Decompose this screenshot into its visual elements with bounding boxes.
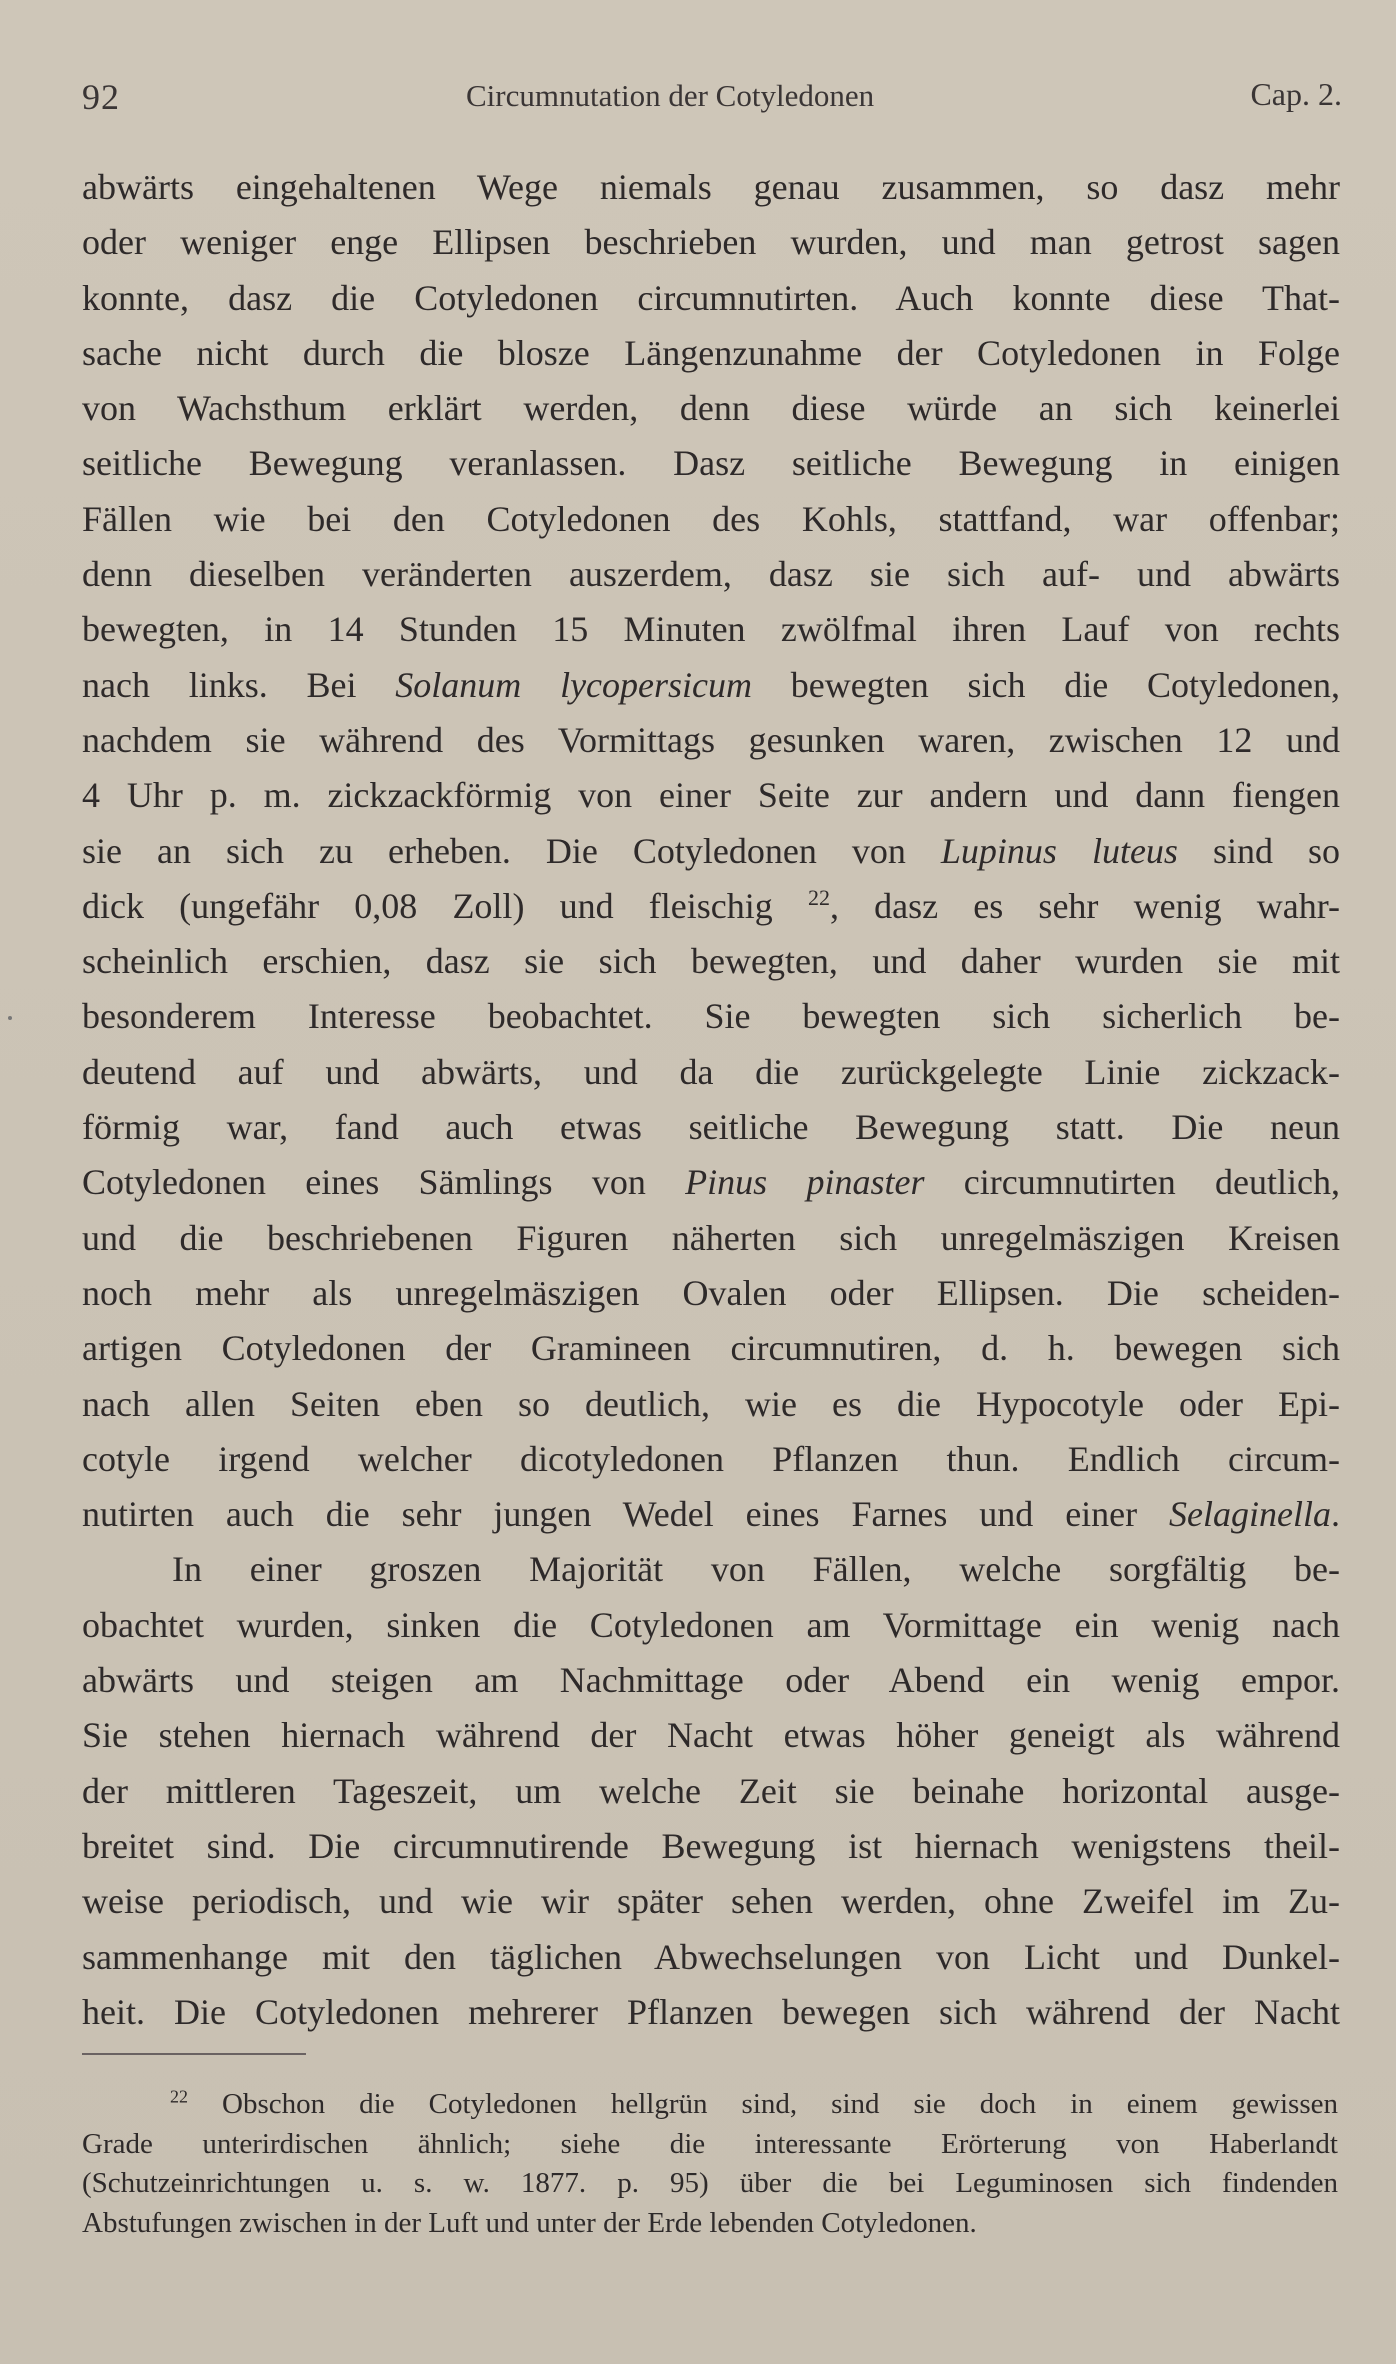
text-line: artigen Cotyledonen der Gramineen circumnutiren, d. h. bewegen sich [82,1328,1340,1369]
footnote-divider [82,2053,306,2055]
text-line: sammenhange mit den täglichen Abwechselungen von Licht und Dunkel- [82,1936,1340,1977]
species-name: Selaginella [1169,1494,1331,1535]
text-line: Cotyledonen eines Sämlings von Pinus pinaster circumnutirten deutlich, [82,1162,1340,1203]
footnote-line: Grade unterirdischen ähnlich; siehe die interessante Erörterung von Haberlandt [82,2127,1338,2160]
text-line: Fällen wie bei den Cotyledonen des Kohls, stattfand, war offenbar; [82,498,1340,539]
text-line: nach allen Seiten eben so deutlich, wie es die Hypocotyle oder Epi- [82,1383,1340,1424]
text-line: der mittleren Tageszeit, um welche Zeit sie beinahe horizontal ausge- [82,1770,1340,1811]
species-name: Lupinus luteus [940,830,1178,871]
text-line: förmig war, fand auch etwas seitliche Bewegung statt. Die neun [82,1107,1340,1148]
paragraph-start-line: In einer groszen Majorität von Fällen, welche sorgfältig be- [172,1549,1340,1590]
text-line: von Wachsthum erklärt werden, denn diese würde an sich keinerlei [82,388,1340,429]
text-line: und die beschriebenen Figuren näherten sich unregelmäszigen Kreisen [82,1217,1340,1258]
text-line: nachdem sie während des Vormittags gesunken waren, zwischen 12 und [82,719,1340,760]
text-line: noch mehr als unregelmäszigen Ovalen oder Ellipsen. Die scheiden- [82,1272,1340,1313]
footnote-line: $^{22}$ Obschon die Cotyledonen hellgrün sind, sind sie doch in einem gewissen [170,2086,1338,2120]
text-line: Sie stehen hiernach während der Nacht etwas höher geneigt als während [82,1715,1340,1756]
margin-mark [8,1016,12,1020]
text-line: 4 Uhr p. m. zickzackförmig von einer Seite zur andern und dann fiengen [82,775,1340,816]
footnote-number: 22 [170,2086,188,2107]
text-line: oder weniger enge Ellipsen beschrieben wurden, und man getrost sagen [82,222,1340,263]
running-header [82,70,1342,120]
text-line: weise periodisch, und wie wir später sehen werden, ohne Zweifel im Zu- [82,1881,1340,1922]
text-line: konnte, dasz die Cotyledonen circumnutirten. Auch konnte diese That- [82,277,1340,318]
footnote-line: Abstufungen zwischen in der Luft und unter der Erde lebenden Cotyledonen. [82,2206,977,2239]
chapter-label: Cap. 2. [1250,76,1342,112]
text-line: denn dieselben veränderten auszerdem, dasz sie sich auf- und abwärts [82,554,1340,595]
text-line: besonderem Interesse beobachtet. Sie bewegten sich sicherlich be- [82,996,1340,1037]
species-name: Pinus pinaster [685,1162,925,1203]
text-line: heit. Die Cotyledonen mehrerer Pflanzen bewegen sich während der Nacht [82,1991,1340,2032]
text-line: dick (ungefähr 0,08 Zoll) und fleischig $^{22}$, dasz es sehr wenig wahr- [82,884,1340,926]
text-line: nutirten auch die sehr jungen Wedel eines Farnes und einer Selaginella. [82,1494,1340,1535]
text-line: sie an sich zu erheben. Die Cotyledonen von Lupinus luteus sind so [82,830,1340,871]
footnote-reference: 22 [807,884,830,910]
text-line: breitet sind. Die circumnutirende Bewegung ist hiernach wenigstens theil- [82,1825,1340,1866]
text-line: deutend auf und abwärts, und da die zurückgelegte Linie zickzack- [82,1051,1340,1092]
text-line: abwärts eingehaltenen Wege niemals genau zusammen, so dasz mehr [82,167,1340,207]
text-line: scheinlich erschien, dasz sie sich bewegten, und daher wurden sie mit [82,941,1340,982]
text-line: abwärts und steigen am Nachmittage oder Abend ein wenig empor. [82,1660,1340,1701]
running-title: Circumnutation der Cotyledonen [466,78,875,113]
species-name: Solanum lycopersicum [395,664,753,705]
text-line: sache nicht durch die blosze Längenzunahme der Cotyledonen in Folge [82,332,1340,373]
page-number: 92 [82,77,120,117]
text-line: obachtet wurden, sinken die Cotyledonen am Vormittage ein wenig nach [82,1604,1340,1645]
footnote [82,2085,1338,2243]
text-line: seitliche Bewegung veranlassen. Dasz seitliche Bewegung in einigen [82,443,1340,484]
text-line: nach links. Bei Solanum lycopersicum bewegten sich die Cotyledonen, [82,664,1340,705]
text-line: bewegten, in 14 Stunden 15 Minuten zwölfmal ihren Lauf von rechts [82,609,1340,650]
main-text [82,160,1340,2040]
text-line: cotyle irgend welcher dicotyledonen Pflanzen thun. Endlich circum- [82,1438,1340,1479]
footnote-line: (Schutzeinrichtungen u. s. w. 1877. p. 95) über die bei Leguminosen sich findenden [82,2167,1338,2199]
